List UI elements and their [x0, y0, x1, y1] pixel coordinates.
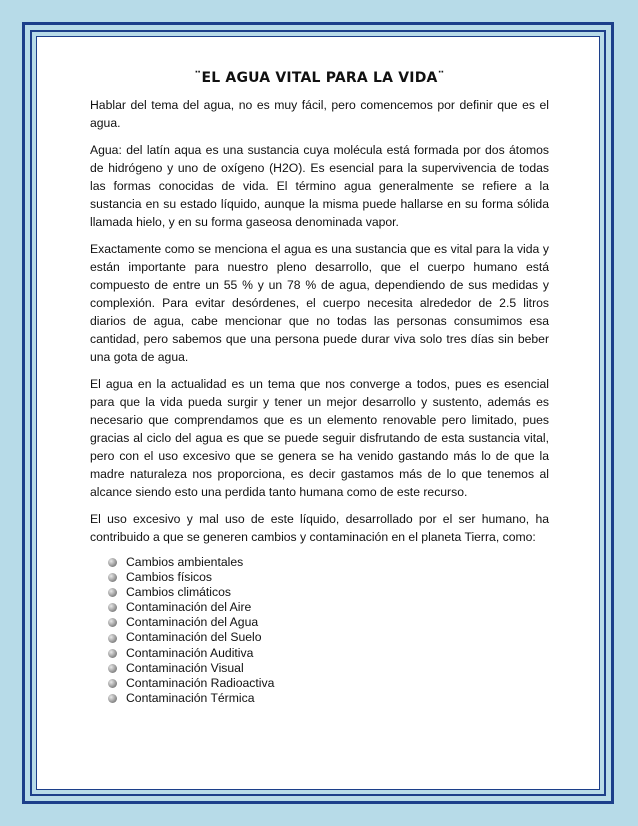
paragraph-importance: Exactamente como se menciona el agua es una sustancia que es vital para la vida y están importante para nuestro pleno desarrollo, que el cuerpo humano está compuesto de entre un 55 % y un 78 % de agua, dependiendo de sus medidas y complexión. Para evitar desórdenes, el cuerpo necesita alrededor de 2.5 litros diarios de agua, cabe mencionar que no todas las personas consumimos esa cantidad, pero sabemos que una persona puede durar viva solo tres días sin beber una gota de agua.	[90, 242, 549, 364]
list-item	[108, 691, 549, 706]
paragraph-consequences: El uso excesivo y mal uso de este líquido, desarrollado por el ser humano, ha contribuido a que se generen cambios y contaminación en el planeta Tierra, como:	[90, 512, 549, 544]
list-item	[108, 585, 549, 600]
list-item	[108, 600, 549, 615]
list-item-label: Contaminación Térmica	[126, 690, 255, 705]
bullet-icon	[108, 603, 117, 612]
list-item-label: Contaminación Auditiva	[126, 645, 254, 660]
list-item-label: Contaminación Radioactiva	[126, 675, 275, 690]
paragraph-intro: Hablar del tema del agua, no es muy fácil, pero comencemos por definir que es el agua.	[90, 98, 549, 130]
list-item	[108, 570, 549, 585]
list-item	[108, 615, 549, 630]
bullet-icon	[108, 634, 117, 643]
list-item	[108, 630, 549, 645]
bullet-icon	[108, 618, 117, 627]
list-item	[108, 661, 549, 676]
consequences-list	[90, 555, 549, 706]
paragraph-definition: Agua: del latín aqua es una sustancia cuya molécula está formada por dos átomos de hidrógeno y uno de oxígeno (H2O). Es esencial para la supervivencia de todas las formas conocidas de vida. El término agua generalmente se refiere a la sustancia en su estado líquido, aunque la misma puede hallarse en su forma sólida llamada hielo, y en su forma gaseosa denominada vapor.	[90, 143, 549, 229]
bullet-icon	[108, 573, 117, 582]
document-body	[90, 70, 549, 706]
bullet-icon	[108, 664, 117, 673]
document-title: ¨EL AGUA VITAL PARA LA VIDA¨	[194, 70, 445, 86]
list-item-label: Cambios ambientales	[126, 555, 244, 569]
list-item-label: Contaminación Visual	[126, 660, 244, 675]
list-item-label: Cambios climáticos	[126, 585, 231, 600]
bullet-icon	[108, 649, 117, 658]
list-item-label: Contaminación del Agua	[126, 615, 259, 630]
list-item	[108, 676, 549, 691]
bullet-icon	[108, 588, 117, 597]
paragraph-current-state: El agua en la actualidad es un tema que nos converge a todos, pues es esencial para que la vida pueda surgir y tener un mejor desarrollo y sustento, además es necesario que comprendamos que es un elemento renovable pero limitado, pues gracias al ciclo del agua es que se puede seguir disfrutando de esta sustancia vital, pero con el uso excesivo que se genera se ha venido gastando más lo de que la madre naturaleza nos proporciona, es decir gastamos más de lo que tenemos al alcance siendo esto una perdida tanto humana como de este recurso.	[90, 377, 549, 499]
list-item-label: Cambios físicos	[126, 570, 213, 585]
bullet-icon	[108, 679, 117, 688]
list-item	[108, 646, 549, 661]
bullet-icon	[108, 694, 117, 703]
list-item-label: Contaminación del Suelo	[126, 630, 262, 645]
bullet-icon	[108, 558, 117, 567]
list-item-label: Contaminación del Aire	[126, 600, 252, 615]
list-item	[108, 555, 549, 570]
